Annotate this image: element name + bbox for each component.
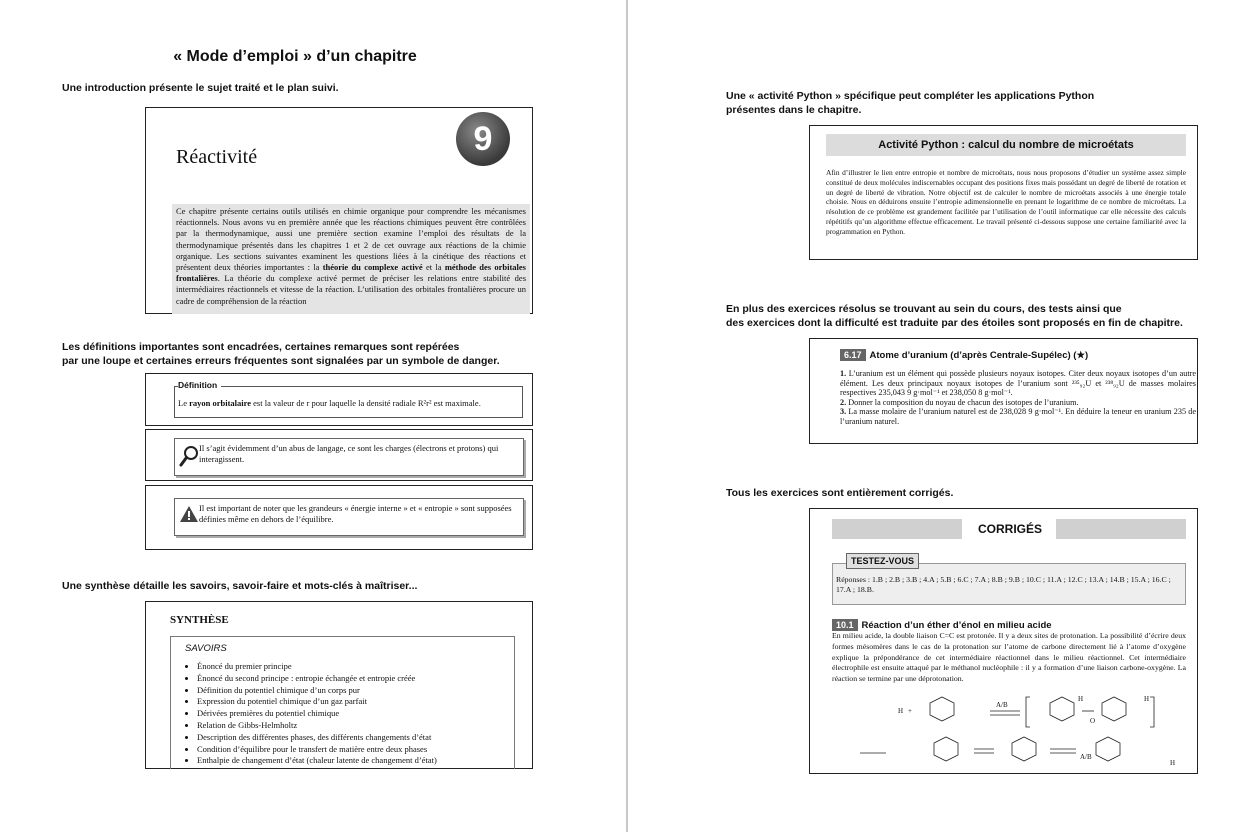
corriges-exercise-text: En milieu acide, la double liaison C=C est protonée. Il y a deux sites de protonation. La possibilité d’écrire deux formes mésomères dans le cas de la protonation sur l’atome de carbone directement lié à l’atome d’oxygène explique la prépondérance de cet intermédiaire réactionnel dans le milieu réactionnel. Cet intermédiaire électrophile est ensuite attaqué par le méthanol nucléophile : il y a formation d’une liaison carbone-oxygène. La réaction se termine par une déprotonation. — [832, 631, 1186, 684]
corriges-exercise-title: Réaction d’un éther d’énol en milieu acide — [861, 620, 1052, 631]
synthese-box — [145, 601, 533, 769]
list-item: • Relation de Gibbs-Helmholtz — [197, 720, 437, 732]
left-page — [0, 0, 626, 832]
definition-label: Définition — [178, 380, 221, 390]
testez-vous-answers: Réponses : 1.B ; 2.B ; 3.B ; 4.A ; 5.B ; 6.C ; 7.A ; 8.B ; 9.B ; 10.C ; 11.A ; 12.C ; 13.A ; 14.B ; 15.A ; 16.C ; 17.A ; 18.B. — [836, 575, 1171, 594]
acid-base-arrow-label: A/B — [996, 701, 1008, 709]
warning-icon — [179, 505, 199, 523]
corriges-bar-left — [832, 519, 962, 539]
list-item: • Condition d’équilibre pour le transfert de matière entre deux phases — [197, 744, 437, 756]
list-item: • Définition du potentiel chimique d’un corps pur — [197, 685, 437, 697]
list-item: • Expression du potentiel chimique d’un gaz parfait — [197, 696, 437, 708]
list-item: • Énoncé du premier principe — [197, 661, 437, 673]
hydrogen-label: H — [1144, 695, 1150, 703]
chapter-title: Réactivité — [176, 146, 258, 168]
remark-box — [145, 429, 533, 481]
plus-sign: + — [908, 707, 912, 715]
testez-vous-label: TESTEZ-VOUS — [846, 553, 919, 569]
caption-definitions-1: Les définitions importantes sont encadrées, certaines remarques sont repérées — [62, 341, 460, 353]
list-item: • Description des différentes phases, des différents changements d’état — [197, 732, 437, 744]
exercise-question-1: 1. L’uranium est un élément qui possède plusieurs noyaux isotopes. Citer deux noyaux isotopes d’un autre élément. Les deux principaux noyaux isotopes de l’uranium sont ²³⁵₉₂U et ²³⁸₉₂U de masses molaires respectives 235,043 9 g·mol⁻¹ et 238,050 8 g·mol⁻¹. — [840, 369, 1196, 398]
exercise-text — [840, 369, 1196, 427]
python-activity-text: Afin d’illustrer le lien entre entropie et nombre de microétats, nous nous proposons d’étudier un système assez simple constitué de deux molécules indiscernables occupant des positions fixes mais possédant un degré de liberté de rotation et un degré de liberté de vibration. Notre objectif est de calculer le nombre de microétats associés à une énergie totale choisie. Nous en déduirons ensuite l’entropie adimensionnelle en prenant le logarithme de ce nombre de microétats. La résolution de ce problème est grandement facilitée par l’utilisation de l’outil informatique car elle nécessite des calculs répétitifs qu’un algorithme effectue efficacement. Le travail présenté ci-dessous suppose une certaine familiarité avec la programmation en Python. — [826, 168, 1186, 236]
acid-base-arrow-label: A/B — [1080, 753, 1092, 761]
definition-text: Le rayon orbitalaire est la valeur de r pour laquelle la densité radiale R²r² est maximale. — [178, 398, 481, 408]
caption-definitions-2: par une loupe et certaines erreurs fréquentes sont signalées par un symbole de danger. — [62, 355, 500, 367]
proton-label: H — [898, 707, 904, 715]
warning-text: Il est important de noter que les grandeurs « énergie interne » et « entropie » sont supposées définies même en dehors de l’équilibre. — [199, 503, 512, 524]
exercise-number: 6.17 — [840, 349, 866, 361]
oxygen-label: O — [1090, 717, 1096, 725]
proton-label: H — [1170, 759, 1176, 767]
exercise-question-3: 3. La masse molaire de l’uranium naturel est de 238,028 9 g·mol⁻¹. En déduire la teneur en uranium 235 de l’uranium naturel. — [840, 407, 1197, 426]
python-activity-title: Activité Python : calcul du nombre de microétats — [826, 134, 1186, 156]
magnifier-icon — [179, 445, 199, 467]
corriges-title: CORRIGÉS — [977, 522, 1042, 536]
corriges-bar-right — [1056, 519, 1186, 539]
remark-text: Il s’agit évidemment d’un abus de langage, ce sont les charges (électrons et protons) qui interagissent. — [199, 443, 499, 464]
right-page — [628, 0, 1254, 832]
synthese-subtitle: SAVOIRS — [185, 643, 227, 654]
caption-python-2: présentes dans le chapitre. — [726, 104, 862, 116]
warning-frame — [174, 498, 524, 536]
remark-frame — [174, 438, 524, 476]
corriges-box — [809, 508, 1198, 774]
chapter-number: 9 — [456, 112, 510, 166]
exercise-heading — [840, 349, 1088, 361]
definition-box — [145, 373, 533, 426]
list-item: • Énoncé du second principe : entropie échangée et entropie créée — [197, 673, 437, 685]
list-item: • Enthalpie de changement d’état (chaleur latente de changement d’état) — [197, 755, 437, 767]
list-item: • Dérivées premières du potentiel chimique — [197, 708, 437, 720]
exercise-question-2: 2. Donner la composition du noyau de chacun des isotopes de l’uranium. — [840, 397, 1079, 407]
caption-exercices-2: des exercices dont la difficulté est traduite par des étoiles sont proposés en fin de chapitre. — [726, 317, 1183, 329]
page-title: « Mode d’emploi » d’un chapitre — [173, 48, 417, 65]
corriges-exercise-number: 10.1 — [832, 619, 858, 631]
hydrogen-label: H — [1078, 695, 1084, 703]
synthese-title: SYNTHÈSE — [170, 614, 229, 626]
caption-synthese: Une synthèse détaille les savoirs, savoir-faire et mots-clés à maîtriser... — [62, 580, 418, 592]
chapter-intro-box — [145, 107, 533, 314]
synthese-list — [185, 661, 437, 767]
caption-python-1: Une « activité Python » spécifique peut compléter les applications Python — [726, 90, 1095, 102]
warning-box — [145, 485, 533, 550]
chapter-intro-text: Ce chapitre présente certains outils utilisés en chimie organique pour comprendre les mécanismes réactionnels. Nous avons vu en première année que les réactions chimiques peuvent être contrôlées par la thermodynamique, aussi une première section examine l’emploi des résultats de la thermodynamique présentés dans les chapitres 1 et 2 de cet ouvrage aux réactions de la chimie organique. Les sections suivantes examinent les questions liées à la cinétique des réactions et présentent deux théories importantes : la théorie du complexe activé et la méthode des orbitales frontalières. La théorie du complexe activé permet de préciser les relations entre stabilité des intermédiaires réactionnels et vitesse de la réaction. L’utilisation des orbitales frontalières procure un cadre de compréhension de la réaction — [172, 204, 530, 314]
python-activity-box — [809, 125, 1198, 260]
reaction-mechanism-diagram — [850, 693, 1180, 771]
caption-exercices-1: En plus des exercices résolus se trouvant au sein du cours, des tests ainsi que — [726, 303, 1122, 315]
exercise-title: Atome d’uranium (d’après Centrale-Supélec) (★) — [869, 350, 1089, 361]
caption-corriges: Tous les exercices sont entièrement corrigés. — [726, 487, 954, 499]
synthese-inner — [170, 636, 515, 769]
exercise-box — [809, 338, 1198, 444]
corriges-exercise-heading — [832, 619, 1052, 631]
caption-intro: Une introduction présente le sujet traité et le plan suivi. — [62, 82, 339, 94]
